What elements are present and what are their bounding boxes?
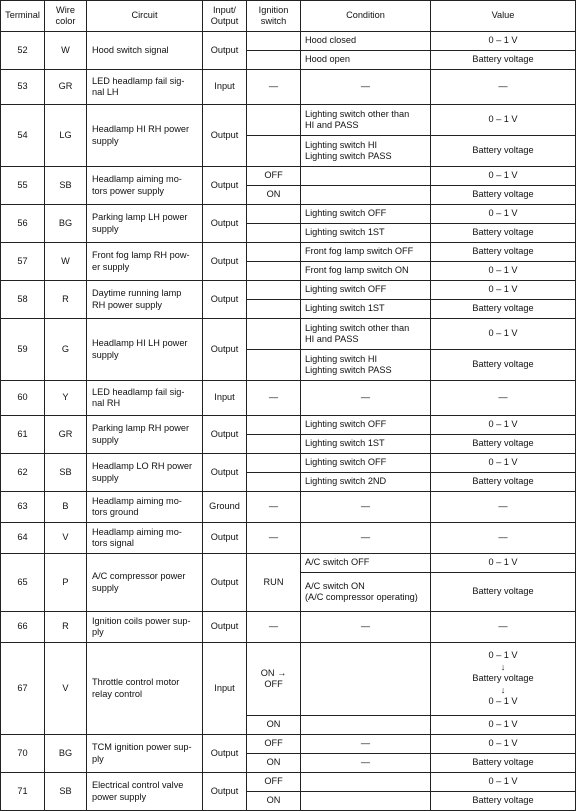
value-cell: 0 – 1 V — [431, 735, 576, 754]
circuit-cell: A/C compressor power supply — [87, 554, 203, 612]
wire-color-cell: V — [45, 643, 87, 735]
ignition-switch-cell: ON — [247, 716, 301, 735]
terminal-cell: 63 — [1, 492, 45, 523]
value-cell: — — [431, 492, 576, 523]
terminal-cell: 57 — [1, 243, 45, 281]
condition-cell: — — [301, 754, 431, 773]
header-wire-color: Wire color — [45, 1, 87, 32]
input-output-cell: Output — [203, 105, 247, 167]
terminal-cell: 70 — [1, 735, 45, 773]
terminal-cell: 54 — [1, 105, 45, 167]
ignition-switch-cell: — — [247, 492, 301, 523]
condition-cell — [301, 186, 431, 205]
input-output-cell: Input — [203, 70, 247, 105]
value-cell: Battery voltage — [431, 754, 576, 773]
input-output-cell: Input — [203, 643, 247, 735]
value-cell: Battery voltage — [431, 243, 576, 262]
circuit-cell: LED headlamp fail sig- nal RH — [87, 381, 203, 416]
value-cell: Battery voltage — [431, 224, 576, 243]
table-row — [1, 70, 576, 105]
wire-color-cell: Y — [45, 381, 87, 416]
table-row — [1, 105, 576, 136]
circuit-cell: Daytime running lamp RH power supply — [87, 281, 203, 319]
condition-cell — [301, 643, 431, 716]
condition-cell: Lighting switch 1ST — [301, 435, 431, 454]
terminal-cell: 64 — [1, 523, 45, 554]
condition-cell: — — [301, 492, 431, 523]
wire-color-cell: R — [45, 612, 87, 643]
table-row — [1, 32, 576, 51]
circuit-cell: Headlamp aiming mo- tors signal — [87, 523, 203, 554]
ignition-switch-cell: OFF — [247, 735, 301, 754]
ignition-switch-cell — [247, 435, 301, 454]
condition-cell: Lighting switch 1ST — [301, 300, 431, 319]
header-terminal: Terminal — [1, 1, 45, 32]
condition-cell: — — [301, 523, 431, 554]
ignition-switch-cell: — — [247, 70, 301, 105]
value-cell: Battery voltage — [431, 136, 576, 167]
input-output-cell: Output — [203, 773, 247, 811]
table-row — [1, 773, 576, 792]
value-cell: Battery voltage — [431, 573, 576, 612]
input-output-cell: Output — [203, 523, 247, 554]
terminal-cell: 61 — [1, 416, 45, 454]
input-output-cell: Output — [203, 454, 247, 492]
circuit-cell: Parking lamp LH power supply — [87, 205, 203, 243]
input-output-cell: Output — [203, 319, 247, 381]
ignition-switch-cell: ON — [247, 186, 301, 205]
input-output-cell: Output — [203, 612, 247, 643]
header-ignition-switch: Ignition switch — [247, 1, 301, 32]
terminal-cell: 53 — [1, 70, 45, 105]
wire-color-cell: B — [45, 492, 87, 523]
table-row — [1, 492, 576, 523]
input-output-cell: Output — [203, 167, 247, 205]
terminal-cell: 58 — [1, 281, 45, 319]
table-row — [1, 205, 576, 224]
terminal-cell: 60 — [1, 381, 45, 416]
ignition-switch-cell — [247, 136, 301, 167]
table-row — [1, 416, 576, 435]
value-cell: — — [431, 612, 576, 643]
value-cell: 0 – 1 V — [431, 319, 576, 350]
condition-cell: Lighting switch other than HI and PASS — [301, 105, 431, 136]
ignition-switch-cell — [247, 300, 301, 319]
table-row — [1, 735, 576, 754]
value-cell: Battery voltage — [431, 350, 576, 381]
value-cell: — — [431, 381, 576, 416]
input-output-cell: Ground — [203, 492, 247, 523]
circuit-cell: Throttle control motor relay control — [87, 643, 203, 735]
input-output-cell: Output — [203, 554, 247, 612]
header-input-output: Input/ Output — [203, 1, 247, 32]
condition-cell: Lighting switch OFF — [301, 416, 431, 435]
circuit-cell: Parking lamp RH power supply — [87, 416, 203, 454]
ignition-switch-cell: RUN — [247, 554, 301, 612]
input-output-cell: Output — [203, 416, 247, 454]
value-cell: 0 – 1 V — [431, 716, 576, 735]
table-row — [1, 381, 576, 416]
ignition-switch-cell: OFF — [247, 773, 301, 792]
header-condition: Condition — [301, 1, 431, 32]
wire-color-cell: BG — [45, 205, 87, 243]
circuit-cell: Headlamp aiming mo- tors power supply — [87, 167, 203, 205]
condition-cell: — — [301, 612, 431, 643]
terminal-cell: 71 — [1, 773, 45, 811]
circuit-cell: Headlamp aiming mo- tors ground — [87, 492, 203, 523]
input-output-cell: Output — [203, 281, 247, 319]
terminal-cell: 67 — [1, 643, 45, 735]
terminal-cell: 52 — [1, 32, 45, 70]
circuit-cell: Headlamp LO RH power supply — [87, 454, 203, 492]
condition-cell — [301, 167, 431, 186]
value-cell: — — [431, 523, 576, 554]
condition-cell: — — [301, 735, 431, 754]
condition-cell: Hood closed — [301, 32, 431, 51]
terminal-cell: 55 — [1, 167, 45, 205]
condition-cell: Front fog lamp switch ON — [301, 262, 431, 281]
table-row — [1, 319, 576, 350]
header-circuit: Circuit — [87, 1, 203, 32]
wire-color-cell: GR — [45, 70, 87, 105]
value-cell: — — [431, 70, 576, 105]
circuit-cell: TCM ignition power sup- ply — [87, 735, 203, 773]
terminal-cell: 59 — [1, 319, 45, 381]
ignition-switch-cell — [247, 105, 301, 136]
value-cell: 0 – 1 V — [431, 454, 576, 473]
table-row — [1, 454, 576, 473]
header-row — [1, 1, 576, 32]
wire-color-cell: SB — [45, 454, 87, 492]
ignition-switch-cell — [247, 473, 301, 492]
value-cell: 0 – 1 V — [431, 32, 576, 51]
value-cell: 0 – 1 V — [431, 281, 576, 300]
condition-cell: Lighting switch 2ND — [301, 473, 431, 492]
ignition-switch-cell — [247, 51, 301, 70]
circuit-cell: LED headlamp fail sig- nal LH — [87, 70, 203, 105]
condition-cell: Lighting switch OFF — [301, 454, 431, 473]
value-cell: Battery voltage — [431, 435, 576, 454]
ignition-switch-cell — [247, 205, 301, 224]
wire-color-cell: G — [45, 319, 87, 381]
condition-cell: Lighting switch HI Lighting switch PASS — [301, 350, 431, 381]
condition-cell: — — [301, 381, 431, 416]
input-output-cell: Output — [203, 205, 247, 243]
terminal-cell: 56 — [1, 205, 45, 243]
condition-cell — [301, 792, 431, 811]
ignition-switch-cell: OFF — [247, 167, 301, 186]
table-row — [1, 281, 576, 300]
input-output-cell: Output — [203, 32, 247, 70]
circuit-cell: Ignition coils power sup- ply — [87, 612, 203, 643]
ignition-switch-cell: — — [247, 381, 301, 416]
header-value: Value — [431, 1, 576, 32]
wire-color-cell: BG — [45, 735, 87, 773]
input-output-cell: Input — [203, 381, 247, 416]
ignition-switch-cell: ON → OFF — [247, 643, 301, 716]
wire-color-cell: SB — [45, 773, 87, 811]
value-cell: Battery voltage — [431, 300, 576, 319]
condition-cell — [301, 773, 431, 792]
circuit-cell: Front fog lamp RH pow- er supply — [87, 243, 203, 281]
condition-cell: A/C switch ON (A/C compressor operating) — [301, 573, 431, 612]
value-cell: 0 – 1 V — [431, 167, 576, 186]
ignition-switch-cell: — — [247, 523, 301, 554]
ignition-switch-cell — [247, 32, 301, 51]
circuit-cell: Headlamp HI LH power supply — [87, 319, 203, 381]
wire-color-cell: SB — [45, 167, 87, 205]
value-cell: 0 – 1 V — [431, 262, 576, 281]
ignition-switch-cell — [247, 262, 301, 281]
value-cell: Battery voltage — [431, 186, 576, 205]
table-row — [1, 243, 576, 262]
ignition-switch-cell: — — [247, 612, 301, 643]
value-cell: 0 – 1 V — [431, 205, 576, 224]
ignition-switch-cell — [247, 224, 301, 243]
value-cell: 0 – 1 V — [431, 105, 576, 136]
condition-cell: Lighting switch 1ST — [301, 224, 431, 243]
input-output-cell: Output — [203, 243, 247, 281]
value-cell: Battery voltage — [431, 473, 576, 492]
table-row — [1, 167, 576, 186]
table-row — [1, 523, 576, 554]
condition-cell: Lighting switch HI Lighting switch PASS — [301, 136, 431, 167]
ignition-switch-cell — [247, 350, 301, 381]
value-cell: 0 – 1 V — [431, 773, 576, 792]
terminal-cell: 65 — [1, 554, 45, 612]
condition-cell: Lighting switch other than HI and PASS — [301, 319, 431, 350]
condition-cell — [301, 716, 431, 735]
ignition-switch-cell — [247, 243, 301, 262]
ignition-switch-cell — [247, 319, 301, 350]
table-row — [1, 643, 576, 716]
ignition-switch-cell — [247, 416, 301, 435]
wire-color-cell: GR — [45, 416, 87, 454]
ignition-switch-cell: ON — [247, 754, 301, 773]
wire-color-cell: V — [45, 523, 87, 554]
condition-cell: — — [301, 70, 431, 105]
wire-color-cell: W — [45, 32, 87, 70]
condition-cell: Front fog lamp switch OFF — [301, 243, 431, 262]
circuit-cell: Hood switch signal — [87, 32, 203, 70]
circuit-cell: Headlamp HI RH power supply — [87, 105, 203, 167]
ignition-switch-cell: ON — [247, 792, 301, 811]
table-row — [1, 554, 576, 573]
input-output-cell: Output — [203, 735, 247, 773]
condition-cell: Hood open — [301, 51, 431, 70]
circuit-cell: Electrical control valve power supply — [87, 773, 203, 811]
condition-cell: Lighting switch OFF — [301, 205, 431, 224]
wire-color-cell: LG — [45, 105, 87, 167]
condition-cell: A/C switch OFF — [301, 554, 431, 573]
wire-color-cell: R — [45, 281, 87, 319]
condition-cell: Lighting switch OFF — [301, 281, 431, 300]
value-cell: 0 – 1 V ↓ Battery voltage ↓ 0 – 1 V — [431, 643, 576, 716]
ignition-switch-cell — [247, 454, 301, 473]
value-cell: 0 – 1 V — [431, 416, 576, 435]
value-cell: 0 – 1 V — [431, 554, 576, 573]
value-cell: Battery voltage — [431, 792, 576, 811]
terminal-cell: 62 — [1, 454, 45, 492]
value-cell: Battery voltage — [431, 51, 576, 70]
wire-color-cell: P — [45, 554, 87, 612]
ignition-switch-cell — [247, 281, 301, 300]
table-row — [1, 612, 576, 643]
terminal-cell: 66 — [1, 612, 45, 643]
wire-color-cell: W — [45, 243, 87, 281]
